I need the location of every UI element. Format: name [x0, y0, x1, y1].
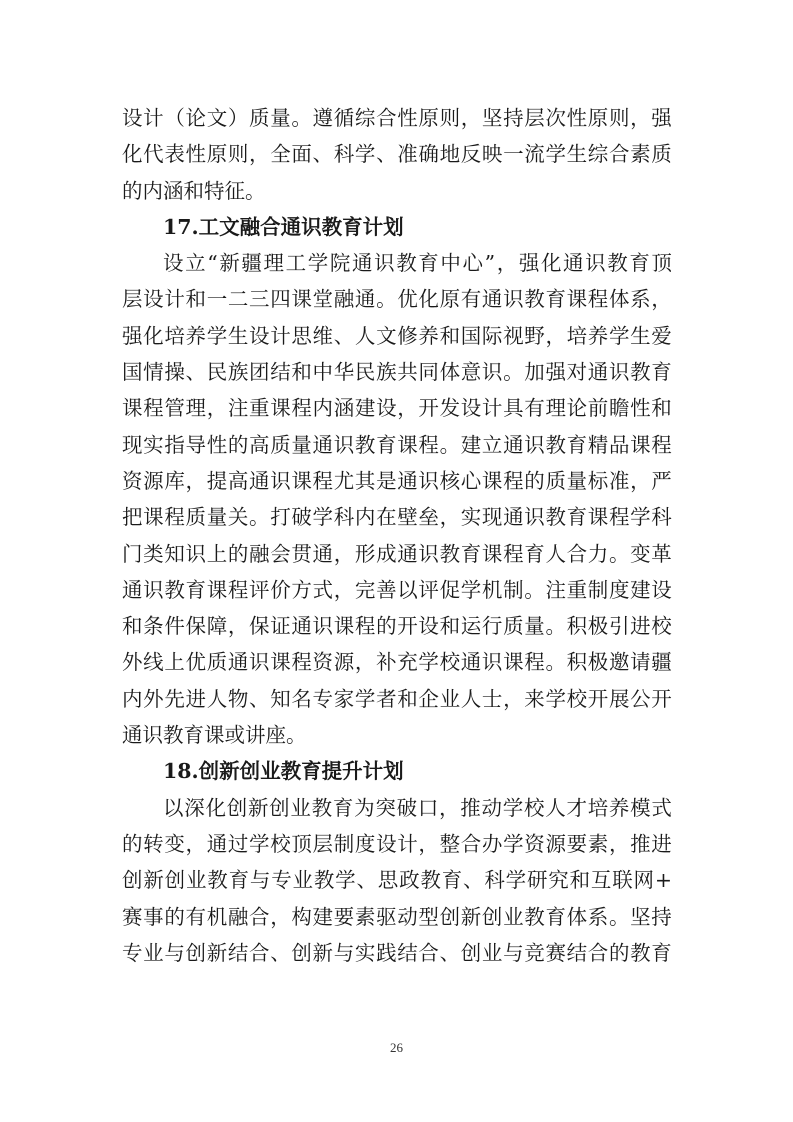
text-line: 门 类 知 识 上 的 融 会 贯 通 ， 形 成 通 识 教 育 课 程 育 人 合 力 。 变 革	[122, 541, 672, 566]
body-text	[122, 100, 672, 971]
text-line: 专 业 与 创 新 结 合 、 创 新 与 实 践 结 合 、 创 业 与 竞 赛 结 合 的 教 育	[122, 940, 672, 965]
text-line: 外 线 上 优 质 通 识 课 程 资 源 ， 补 充 学 校 通 识 课 程 。 积 极 邀 请 疆	[122, 650, 672, 675]
text-line: 以 深 化 创 新 创 业 教 育 为 突 破 口 ， 推 动 学 校 人 才 培 养 模 式	[163, 795, 672, 820]
text-line: 强 化 培 养 学 生 设 计 思 维 、 人 文 修 养 和 国 际 视 野 ， 培 养 学 生 爱	[122, 323, 672, 348]
text-line: 设 立 “ 新 疆 理 工 学 院 通 识 教 育 中 心 ” ， 强 化 通 识 教 育 顶	[163, 251, 672, 276]
page-number: 26	[390, 1040, 403, 1055]
text-line: 设 计 （ 论 文 ） 质 量 。 遵 循 综 合 性 原 则 ， 坚 持 层 次 性 原 则 ， 强	[122, 106, 672, 130]
text-line: 把 课 程 质 量 关 。 打 破 学 科 内 在 壁 垒 ， 实 现 通 识 教 育 课 程 学 科	[122, 505, 672, 530]
text-line: 课 程 管 理 ， 注 重 课 程 内 涵 建 设 ， 开 发 设 计 具 有 理 论 前 瞻 性 和	[122, 396, 672, 421]
text-line: 的 转 变 ， 通 过 学 校 顶 层 制 度 设 计 ， 整 合 办 学 资 源 要 素 ， 推 进	[122, 831, 672, 856]
text-line: 现 实 指 导 性 的 高 质 量 通 识 教 育 课 程 。 建 立 通 识 教 育 精 品 课 程	[122, 432, 672, 457]
text-line: 通 识 教 育 课 程 评 价 方 式 ， 完 善 以 评 促 学 机 制 。 注 重 制 度 建 设	[122, 577, 672, 602]
section-heading-17: 17.工文融合通识教育计划	[163, 214, 404, 239]
text-line: 国 情 操 、 民 族 团 结 和 中 华 民 族 共 同 体 意 识 。 加 强 对 通 识 教 育	[122, 360, 672, 385]
text-line: 的内涵和特征。	[122, 178, 266, 203]
text-line: 通识教育课或讲座。	[122, 723, 307, 748]
text-line: 化 代 表 性 原 则 ， 全 面 、 科 学 、 准 确 地 反 映 一 流 学 生 综 合 素 质	[122, 142, 672, 167]
section-heading-18: 18.创新创业教育提升计划	[163, 759, 404, 784]
text-line: 赛 事 的 有 机 融 合 ， 构 建 要 素 驱 动 型 创 新 创 业 教 育 体 系 。 坚 持	[122, 904, 672, 929]
text-line: 创 新 创 业 教 育 与 专 业 教 学 、 思 政 教 育 、 科 学 研 究 和 互 联 网 +	[122, 868, 672, 893]
text-line: 内 外 先 进 人 物 、 知 名 专 家 学 者 和 企 业 人 士 ， 来 学 校 开 展 公 开	[122, 686, 672, 711]
text-line: 层 设 计 和 一 二 三 四 课 堂 融 通 。 优 化 原 有 通 识 教 育 课 程 体 系 ，	[122, 287, 672, 312]
text-line: 和 条 件 保 障 ， 保 证 通 识 课 程 的 开 设 和 运 行 质 量 。 积 极 引 进 校	[122, 614, 672, 639]
text-line: 资 源 库 ， 提 高 通 识 课 程 尤 其 是 通 识 核 心 课 程 的 质 量 标 准 ， 严	[122, 468, 672, 493]
